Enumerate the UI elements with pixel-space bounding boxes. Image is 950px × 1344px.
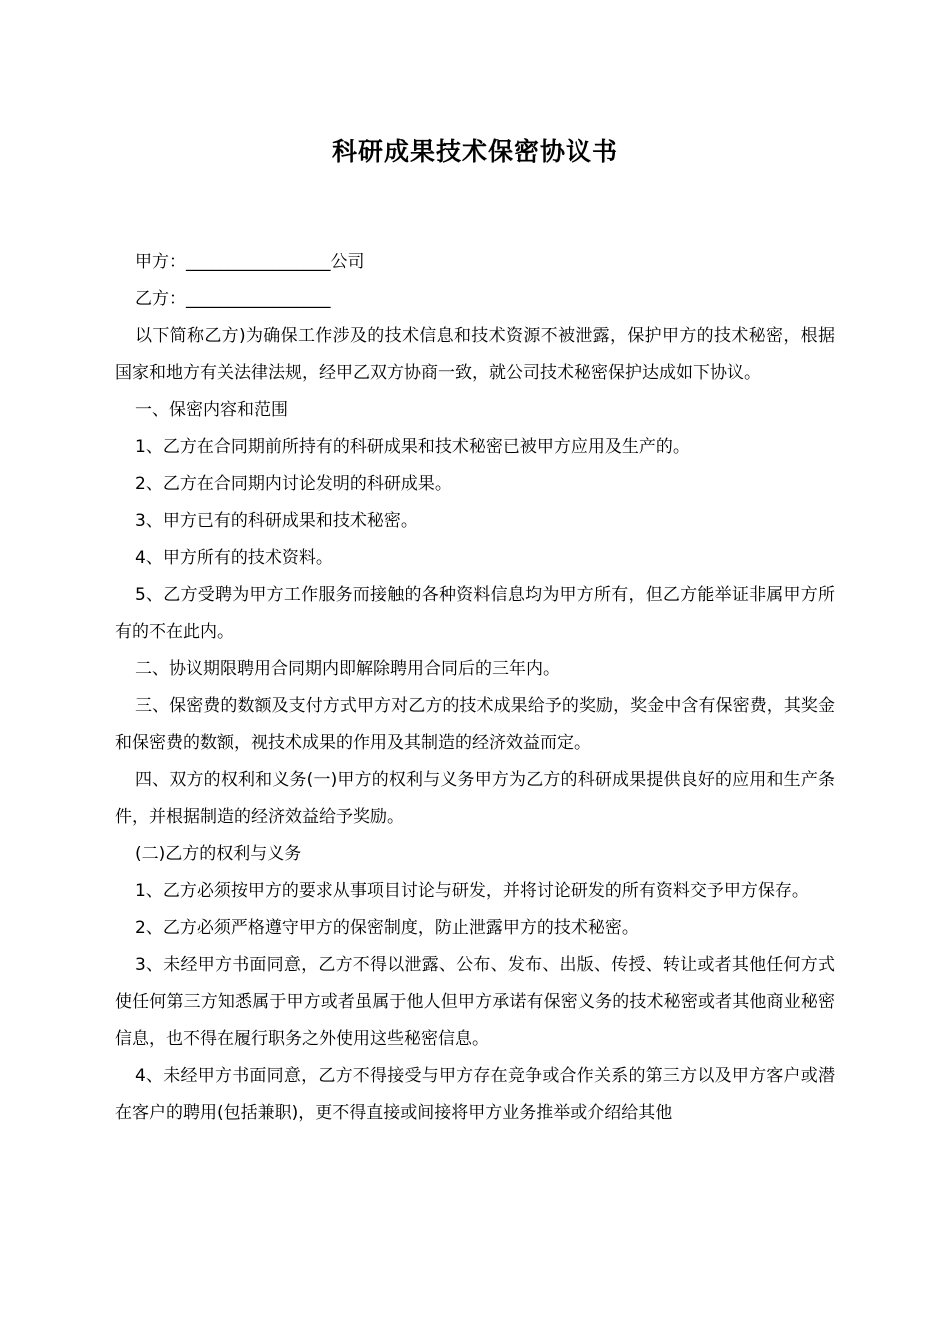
preamble-paragraph: 以下简称乙方)为确保工作涉及的技术信息和技术资源不被泄露，保护甲方的技术秘密，根据国家和地方有关法律法规，经甲乙双方协商一致，就公司技术秘密保护达成如下协议。 [115, 326, 835, 383]
clause-paragraph: 2、乙方必须严格遵守甲方的保密制度，防止泄露甲方的技术秘密。 [135, 918, 639, 938]
clause-paragraph: 3、未经甲方书面同意，乙方不得以泄露、公布、发布、出版、传授、转让或者其他任何方式使任何第三方知悉属于甲方或者虽属于他人但甲方承诺有保密义务的技术秘密或者其他商业秘密信息，也不得在履行职务之外使用这些秘密信息。 [115, 955, 835, 1049]
subsection-heading: (二)乙方的权利与义务 [135, 844, 302, 864]
clause-paragraph: 5、乙方受聘为甲方工作服务而接触的各种资料信息均为甲方所有，但乙方能举证非属甲方所有的不在此内。 [115, 585, 835, 642]
clause-paragraph: 4、甲方所有的技术资料。 [135, 548, 333, 568]
clause-paragraph: 3、甲方已有的科研成果和技术秘密。 [135, 511, 418, 531]
clause-paragraph: 1、乙方必须按甲方的要求从事项目讨论与研发，并将讨论研发的所有资料交予甲方保存。 [135, 881, 809, 901]
clause-paragraph: 2、乙方在合同期内讨论发明的科研成果。 [135, 474, 452, 494]
document-body [115, 244, 835, 1132]
party-b-line: 乙方：_________________ [135, 289, 331, 309]
section-paragraph: 三、保密费的数额及支付方式甲方对乙方的技术成果给予的奖励，奖金中含有保密费，其奖金和保密费的数额，视技术成果的作用及其制造的经济效益而定。 [115, 696, 835, 753]
section-paragraph: 二、协议期限聘用合同期内即解除聘用合同后的三年内。 [135, 659, 560, 679]
clause-paragraph: 4、未经甲方书面同意，乙方不得接受与甲方存在竞争或合作关系的第三方以及甲方客户或潜在客户的聘用(包括兼职)，更不得直接或间接将甲方业务推举或介绍给其他 [115, 1066, 835, 1123]
party-a-line: 甲方：_________________公司 [135, 252, 365, 272]
section-paragraph: 四、双方的权利和义务(一)甲方的权利与义务甲方为乙方的科研成果提供良好的应用和生产条件，并根据制造的经济效益给予奖励。 [115, 770, 835, 827]
document-title: 科研成果技术保密协议书 [331, 137, 618, 166]
section-heading: 一、保密内容和范围 [135, 400, 288, 420]
clause-paragraph: 1、乙方在合同期前所持有的科研成果和技术秘密已被甲方应用及生产的。 [135, 437, 690, 457]
